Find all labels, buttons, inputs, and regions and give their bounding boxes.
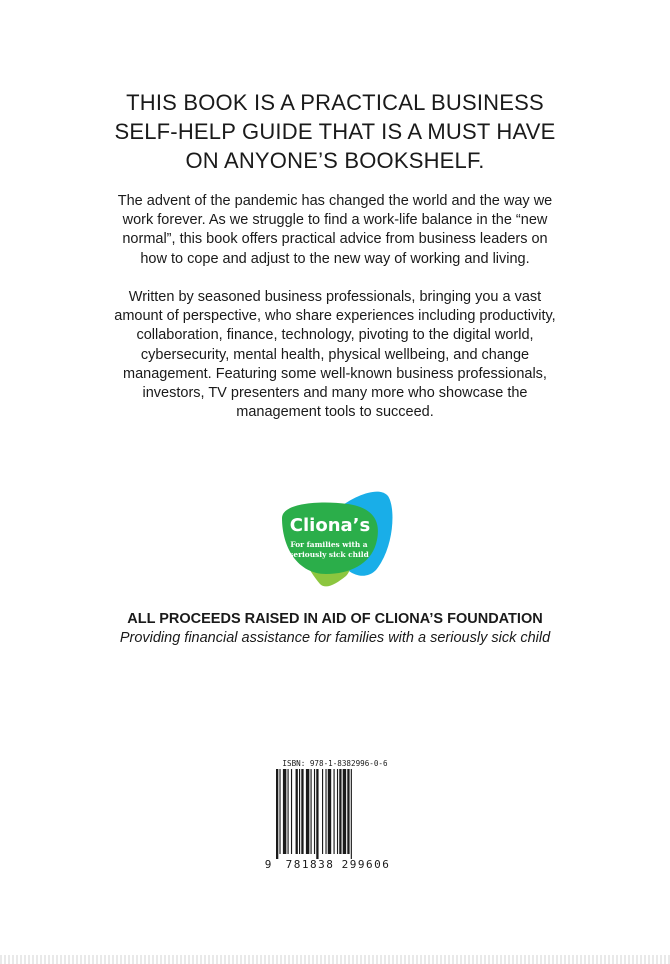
proceeds-statement <box>60 610 610 648</box>
barcode-bar <box>296 769 298 854</box>
bottom-edge-strip <box>0 955 670 964</box>
barcode-bar <box>334 769 335 854</box>
proceeds-subtitle: Providing financial assistance for families with a seriously sick child <box>119 630 551 646</box>
clionas-foundation-logo <box>276 488 396 588</box>
barcode-right-digits: 299606 <box>341 858 391 871</box>
paragraph-line: management tools to succeed. <box>236 404 434 421</box>
barcode-bar <box>325 769 326 854</box>
proceeds-title: ALL PROCEEDS RAISED IN AID OF CLIONA’S FOUNDATION <box>127 611 543 627</box>
barcode-left-digits: 781838 <box>285 858 335 871</box>
barcode-bar <box>301 769 303 854</box>
headline-line: THIS BOOK IS A PRACTICAL BUSINESS <box>126 90 544 115</box>
barcode-bar <box>306 769 309 854</box>
paragraph-line: management. Featuring some well-known business professionals, <box>123 365 547 382</box>
barcode-bar <box>314 769 315 854</box>
logo-tagline-line: For families with a <box>290 540 368 549</box>
paragraph-line: cybersecurity, mental health, physical wellbeing, and change <box>140 346 530 363</box>
paragraph-line: The advent of the pandemic has changed the world and the way we <box>117 193 553 209</box>
paragraph-line: amount of perspective, who share experiences including productivity, <box>114 308 556 325</box>
isbn-label: ISBN: 978-1-8382996-0-6 <box>282 759 388 768</box>
paragraph-line: normal”, this book offers practical advice from business leaders on <box>122 231 548 248</box>
barcode-bar <box>339 769 341 854</box>
logo-name: Cliona’s <box>289 515 371 536</box>
barcode-bar <box>347 769 349 854</box>
logo-tagline-line: seriously sick child <box>289 550 369 559</box>
barcode-bar <box>299 769 300 854</box>
barcode-bar <box>311 769 312 854</box>
description-paragraph-1 <box>90 192 580 269</box>
barcode-bar <box>316 769 318 859</box>
barcode-bars <box>276 769 352 859</box>
description-paragraph-2 <box>90 288 580 422</box>
barcode-bar <box>337 769 338 854</box>
barcode-bar <box>288 769 289 854</box>
paragraph-line: work forever. As we struggle to find a work-life balance in the “new <box>122 212 548 229</box>
headline-line: SELF-HELP GUIDE THAT IS A MUST HAVE <box>114 119 556 144</box>
barcode-bar <box>283 769 286 854</box>
barcode-bar <box>322 769 323 854</box>
paragraph-line: how to cope and adjust to the new way of working and living. <box>140 250 530 267</box>
paragraph-line: collaboration, finance, technology, pivoting to the digital world, <box>136 327 534 344</box>
barcode-bar <box>291 769 292 854</box>
headline-line: ON ANYONE’S BOOKSHELF. <box>185 148 485 173</box>
barcode-bar <box>351 769 352 859</box>
barcode-bar <box>343 769 346 854</box>
barcode-bar <box>279 769 280 854</box>
barcode-bar <box>328 769 331 854</box>
barcode-bar <box>276 769 278 859</box>
headline <box>85 88 585 175</box>
paragraph-line: Written by seasoned business professionals, bringing you a vast <box>128 289 542 305</box>
isbn-barcode <box>262 757 402 873</box>
paragraph-line: investors, TV presenters and many more who showcase the <box>142 385 528 402</box>
barcode-first-digit: 9 <box>264 858 272 871</box>
